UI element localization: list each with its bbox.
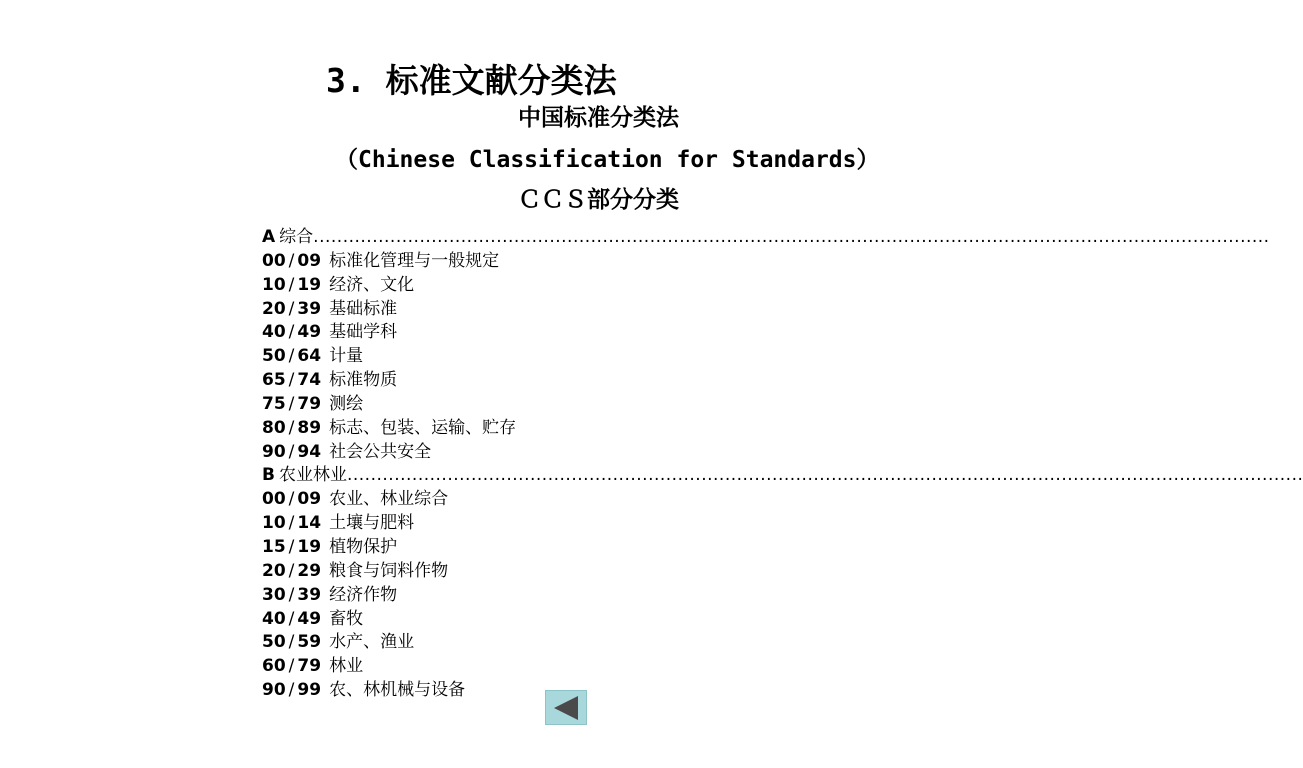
category-name: 社会公共安全 xyxy=(329,441,432,462)
code-from: 15 xyxy=(262,536,286,557)
code-from: 00 xyxy=(262,489,286,510)
category-name: 土壤与肥料 xyxy=(329,513,415,534)
list-item xyxy=(262,345,822,369)
code-to: 94 xyxy=(297,441,322,462)
code-to: 14 xyxy=(297,513,322,534)
code-to: 09 xyxy=(297,250,322,271)
category-name: 植物保护 xyxy=(329,536,398,557)
leader-dots: .................................................................................................................................................................. xyxy=(346,465,1303,486)
code-separator: / xyxy=(288,513,295,534)
code-from: 80 xyxy=(262,417,286,438)
code-from: 90 xyxy=(262,441,286,462)
list-item xyxy=(262,250,822,274)
list-item xyxy=(262,417,822,441)
code-to: 89 xyxy=(297,417,322,438)
code-separator: / xyxy=(288,274,295,295)
category-name: 基础学科 xyxy=(329,322,398,343)
code-separator: / xyxy=(288,560,295,581)
section-header-b xyxy=(262,464,1303,488)
code-to: 09 xyxy=(297,489,322,510)
list-item xyxy=(262,679,822,703)
code-separator: / xyxy=(288,370,295,391)
list-item xyxy=(262,298,822,322)
code-from: 60 xyxy=(262,656,286,677)
code-from: 90 xyxy=(262,680,286,701)
code-from: 50 xyxy=(262,632,286,653)
category-name: 标志、包装、运输、贮存 xyxy=(329,417,517,438)
list-item xyxy=(262,321,822,345)
code-from: 50 xyxy=(262,346,286,367)
code-separator: / xyxy=(288,489,295,510)
list-item xyxy=(262,584,822,608)
code-to: 49 xyxy=(297,608,322,629)
code-separator: / xyxy=(288,322,295,343)
subtitle-chinese: 中国标准分类法 xyxy=(518,105,679,131)
code-separator: / xyxy=(288,584,295,605)
code-from: 40 xyxy=(262,608,286,629)
category-name: 基础标准 xyxy=(329,298,398,319)
back-button[interactable] xyxy=(545,690,587,725)
code-from: 20 xyxy=(262,560,286,581)
code-separator: / xyxy=(288,680,295,701)
code-to: 59 xyxy=(297,632,322,653)
subtitle-ccs: ＣＣＳ部分分类 xyxy=(518,187,679,213)
code-from: 65 xyxy=(262,370,286,391)
code-to: 79 xyxy=(297,393,322,414)
section-header-a xyxy=(262,226,1270,250)
code-to: 19 xyxy=(297,536,322,557)
list-item xyxy=(262,608,822,632)
code-separator: / xyxy=(288,346,295,367)
list-item xyxy=(262,512,822,536)
code-from: 00 xyxy=(262,250,286,271)
code-from: 75 xyxy=(262,393,286,414)
code-from: 20 xyxy=(262,298,286,319)
list-item xyxy=(262,393,822,417)
list-item xyxy=(262,488,822,512)
code-to: 19 xyxy=(297,274,322,295)
code-to: 74 xyxy=(297,370,322,391)
category-name: 农、林机械与设备 xyxy=(329,680,466,701)
list-item xyxy=(262,441,822,465)
list-item xyxy=(262,560,822,584)
section-letter: B xyxy=(262,465,275,486)
code-separator: / xyxy=(288,298,295,319)
list-item xyxy=(262,631,822,655)
code-to: 49 xyxy=(297,322,322,343)
category-name: 经济作物 xyxy=(329,584,398,605)
classification-list xyxy=(262,226,1303,703)
list-item xyxy=(262,655,822,679)
list-item xyxy=(262,274,822,298)
section-letter: A xyxy=(262,227,276,247)
category-name: 粮食与饲料作物 xyxy=(329,560,449,581)
code-separator: / xyxy=(288,393,295,414)
category-name: 标准物质 xyxy=(329,370,398,391)
code-to: 29 xyxy=(297,560,322,581)
section-name: 农业林业 xyxy=(278,465,347,486)
code-to: 39 xyxy=(297,584,322,605)
code-separator: / xyxy=(288,632,295,653)
left-triangle-icon xyxy=(554,696,578,720)
list-item xyxy=(262,536,822,560)
code-from: 40 xyxy=(262,322,286,343)
code-separator: / xyxy=(288,250,295,271)
category-name: 畜牧 xyxy=(329,608,364,629)
list-item xyxy=(262,369,822,393)
section-name: 综合 xyxy=(279,227,314,247)
category-name: 经济、文化 xyxy=(329,274,415,295)
slide-title: 3. 标准文献分类法 xyxy=(326,61,617,100)
leader-dots: .................................................................................................................................................................. xyxy=(313,227,1270,247)
code-separator: / xyxy=(288,656,295,677)
code-from: 30 xyxy=(262,584,286,605)
category-name: 水产、渔业 xyxy=(329,632,415,653)
code-separator: / xyxy=(288,417,295,438)
category-name: 标准化管理与一般规定 xyxy=(329,250,500,271)
category-name: 农业、林业综合 xyxy=(329,489,449,510)
category-name: 计量 xyxy=(329,346,364,367)
subtitle-english: （Chinese Classification for Standards） xyxy=(335,147,880,173)
code-separator: / xyxy=(288,536,295,557)
category-name: 林业 xyxy=(329,656,364,677)
code-to: 39 xyxy=(297,298,322,319)
category-name: 测绘 xyxy=(329,393,364,414)
code-from: 10 xyxy=(262,274,286,295)
code-separator: / xyxy=(288,441,295,462)
code-to: 79 xyxy=(297,656,322,677)
code-to: 99 xyxy=(297,680,322,701)
code-to: 64 xyxy=(297,346,322,367)
code-separator: / xyxy=(288,608,295,629)
code-from: 10 xyxy=(262,513,286,534)
